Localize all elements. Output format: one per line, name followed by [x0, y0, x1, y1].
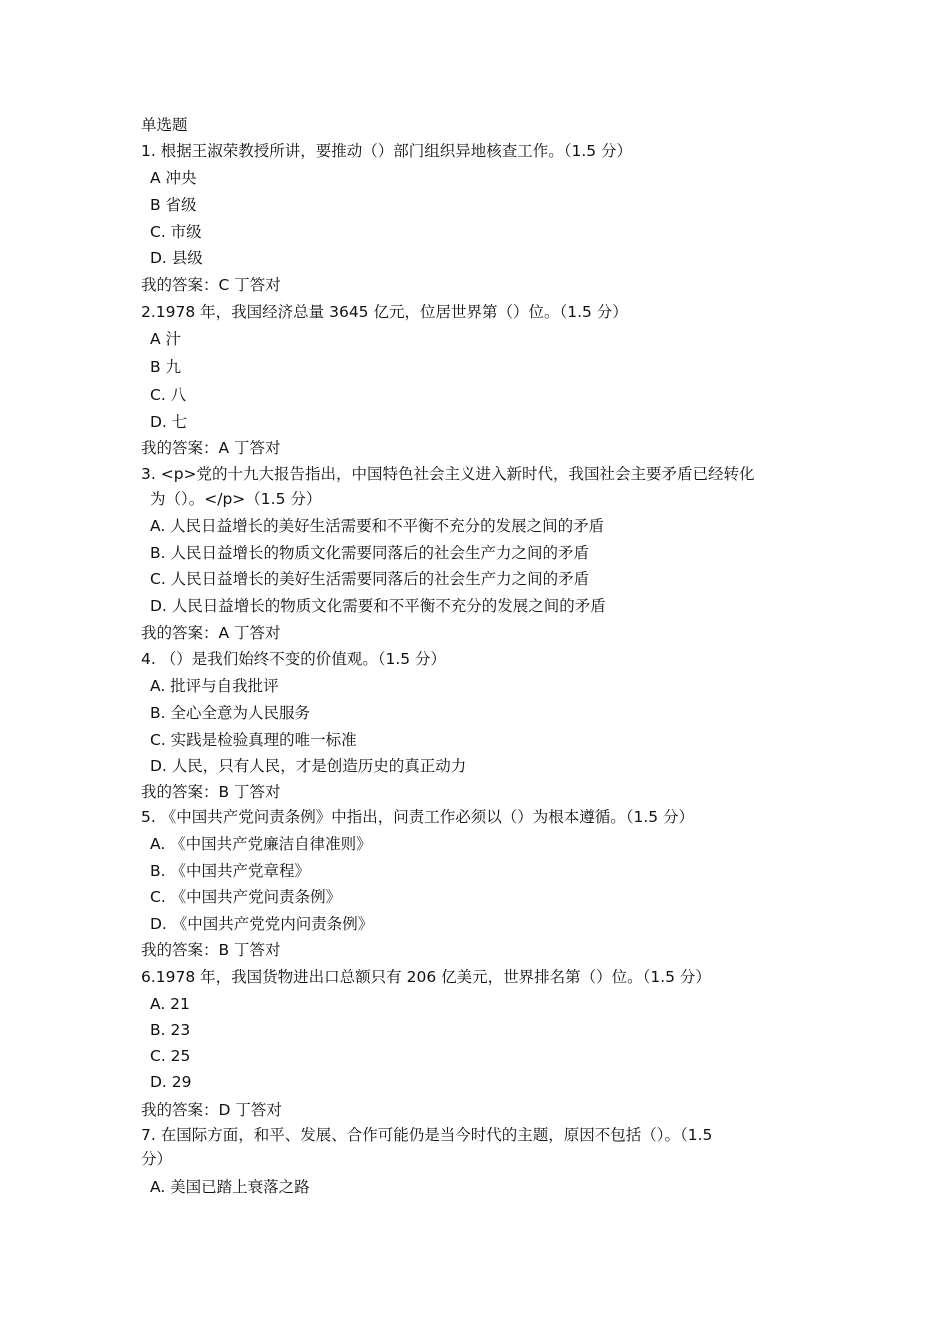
question-6-answer: 我的答案：D 丁答对 — [141, 1101, 282, 1119]
question-6-text: 6.1978 年，我国货物进出口总额只有 206 亿美元，世界排名第（）位。（1.5 分） — [141, 968, 711, 986]
question-4-option-c: C. 实践是检验真理的唯一标准 — [150, 731, 357, 749]
question-6-option-d: D. 29 — [150, 1073, 192, 1091]
question-1-option-c: C. 市级 — [150, 223, 202, 241]
question-2-option-b: B 九 — [150, 358, 182, 376]
question-5-answer: 我的答案：B 丁答对 — [141, 941, 281, 959]
question-2-text: 2.1978 年，我国经济总量 3645 亿元，位居世界第（）位。（1.5 分） — [141, 303, 628, 321]
question-3-option-a: A. 人民日益增长的美好生活需要和不平衡不充分的发展之间的矛盾 — [150, 517, 605, 535]
question-1-text: 1. 根据王淑荣教授所讲，要推动（）部门组织异地核查工作。（1.5 分） — [141, 142, 633, 160]
question-4-option-b: B. 全心全意为人民服务 — [150, 704, 310, 722]
question-6-option-a: A. 21 — [150, 995, 190, 1013]
question-3-answer: 我的答案：A 丁答对 — [141, 624, 281, 642]
question-3-text: 3. <p>党的十九大报告指出，中国特色社会主义进入新时代，我国社会主要矛盾已经转化 — [141, 465, 755, 483]
question-6-option-b: B. 23 — [150, 1021, 191, 1039]
section-title: 单选题 — [141, 116, 188, 134]
question-5-option-b: B. 《中国共产党章程》 — [150, 862, 310, 880]
question-4-answer: 我的答案：B 丁答对 — [141, 783, 281, 801]
question-7-option-a: A. 美国已踏上衰落之路 — [150, 1178, 310, 1196]
question-3-option-c: C. 人民日益增长的美好生活需要同落后的社会生产力之间的矛盾 — [150, 570, 590, 588]
question-6-option-c: C. 25 — [150, 1047, 191, 1065]
question-7-text-cont: 分） — [141, 1150, 173, 1168]
question-5-option-d: D. 《中国共产党党内问责条例》 — [150, 915, 374, 933]
question-5-text: 5. 《中国共产党问责条例》中指出，问责工作必须以（）为根本遵循。（1.5 分） — [141, 808, 695, 826]
question-2-answer: 我的答案：A 丁答对 — [141, 439, 281, 457]
question-1-option-d: D. 县级 — [150, 249, 203, 267]
question-4-text: 4. （）是我们始终不变的价值观。（1.5 分） — [141, 650, 447, 668]
question-1-option-b: B 省级 — [150, 196, 197, 214]
question-5-option-c: C. 《中国共产党问责条例》 — [150, 888, 342, 906]
question-7-text: 7. 在国际方面，和平、发展、合作可能仍是当今时代的主题，原因不包括（）。（1.5 — [141, 1126, 713, 1144]
question-3-option-d: D. 人民日益增长的物质文化需要和不平衡不充分的发展之间的矛盾 — [150, 597, 606, 615]
question-4-option-a: A. 批评与自我批评 — [150, 677, 279, 695]
question-2-option-d: D. 七 — [150, 413, 188, 431]
question-3-option-b: B. 人民日益增长的物质文化需要同落后的社会生产力之间的矛盾 — [150, 544, 589, 562]
question-4-option-d: D. 人民，只有人民，才是创造历史的真正动力 — [150, 757, 467, 775]
question-1-answer: 我的答案：C 丁答对 — [141, 276, 281, 294]
question-1-option-a: A 冲央 — [150, 169, 197, 187]
question-2-option-a: A 汁 — [150, 330, 182, 348]
question-3-text-cont: 为（）。</p>（1.5 分） — [150, 490, 322, 508]
question-5-option-a: A. 《中国共产党廉洁自律准则》 — [150, 835, 372, 853]
question-2-option-c: C. 八 — [150, 386, 187, 404]
